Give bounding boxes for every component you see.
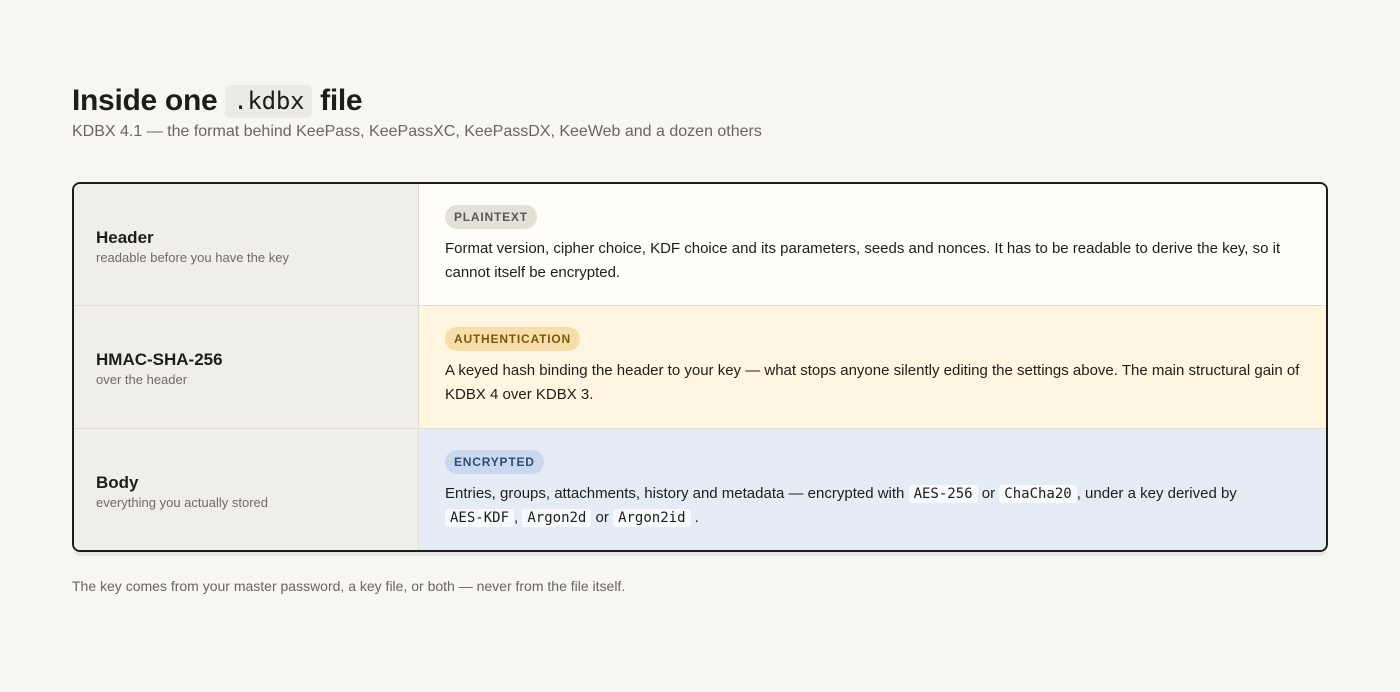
layer-content [419,429,1326,550]
kdf-aeskdf-code: AES-KDF [445,509,514,527]
text-segment: . [694,509,699,526]
layer-name: Header [96,227,154,247]
footnote: The key comes from your master password, a key file, or both — never from the file itself. [72,578,626,594]
title-prefix: Inside one [72,84,218,117]
layer-text: A keyed hash binding the header to your key — what stops anyone silently editing the settings above. The main structural gain of KDBX 4 over KDBX 3. [445,362,1300,403]
title-suffix: file [320,84,363,117]
layer-label [74,184,419,305]
page-subtitle: KDBX 4.1 — the format behind KeePass, KeePassXC, KeePassDX, KeeWeb and a dozen others [72,123,762,140]
text-segment: or [981,485,996,502]
layer-name: HMAC-SHA-256 [96,350,223,369]
layer-content [419,306,1326,428]
layer-desc: readable before you have the key [96,249,289,265]
text-segment: , [514,509,519,526]
cipher-chacha20-code: ChaCha20 [999,485,1076,503]
layer-row-hmac [74,305,1326,428]
layer-label [74,429,419,550]
layer-text [445,482,1300,530]
layer-text: Format version, cipher choice, KDF choice and its parameters, seeds and nonces. It has to be readable to derive the key, so it cannot itself be encrypted. [445,240,1281,281]
layer-name: Body [96,472,139,492]
authentication-badge: AUTHENTICATION [445,327,580,351]
page-title [72,84,1328,118]
title-code-chip: .kdbx [225,85,312,118]
layer-row-body [74,428,1326,550]
text-segment: Entries, groups, attachments, history and metadata — encrypted with [445,485,905,502]
page [72,84,1328,594]
layer-row-header [74,184,1326,305]
file-layers-diagram [72,182,1328,552]
encrypted-badge: ENCRYPTED [445,450,544,474]
text-segment: , under a key derived by [1076,485,1237,502]
plaintext-badge: PLAINTEXT [445,205,537,229]
layer-label [74,306,419,428]
layer-desc: everything you actually stored [96,494,268,510]
kdf-argon2id-code: Argon2id [613,509,690,527]
kdf-argon2d-code: Argon2d [522,509,591,527]
layer-desc: over the header [96,372,188,387]
cipher-aes256-code: AES-256 [909,485,978,503]
layer-content [419,184,1326,305]
text-segment: or [595,509,609,526]
